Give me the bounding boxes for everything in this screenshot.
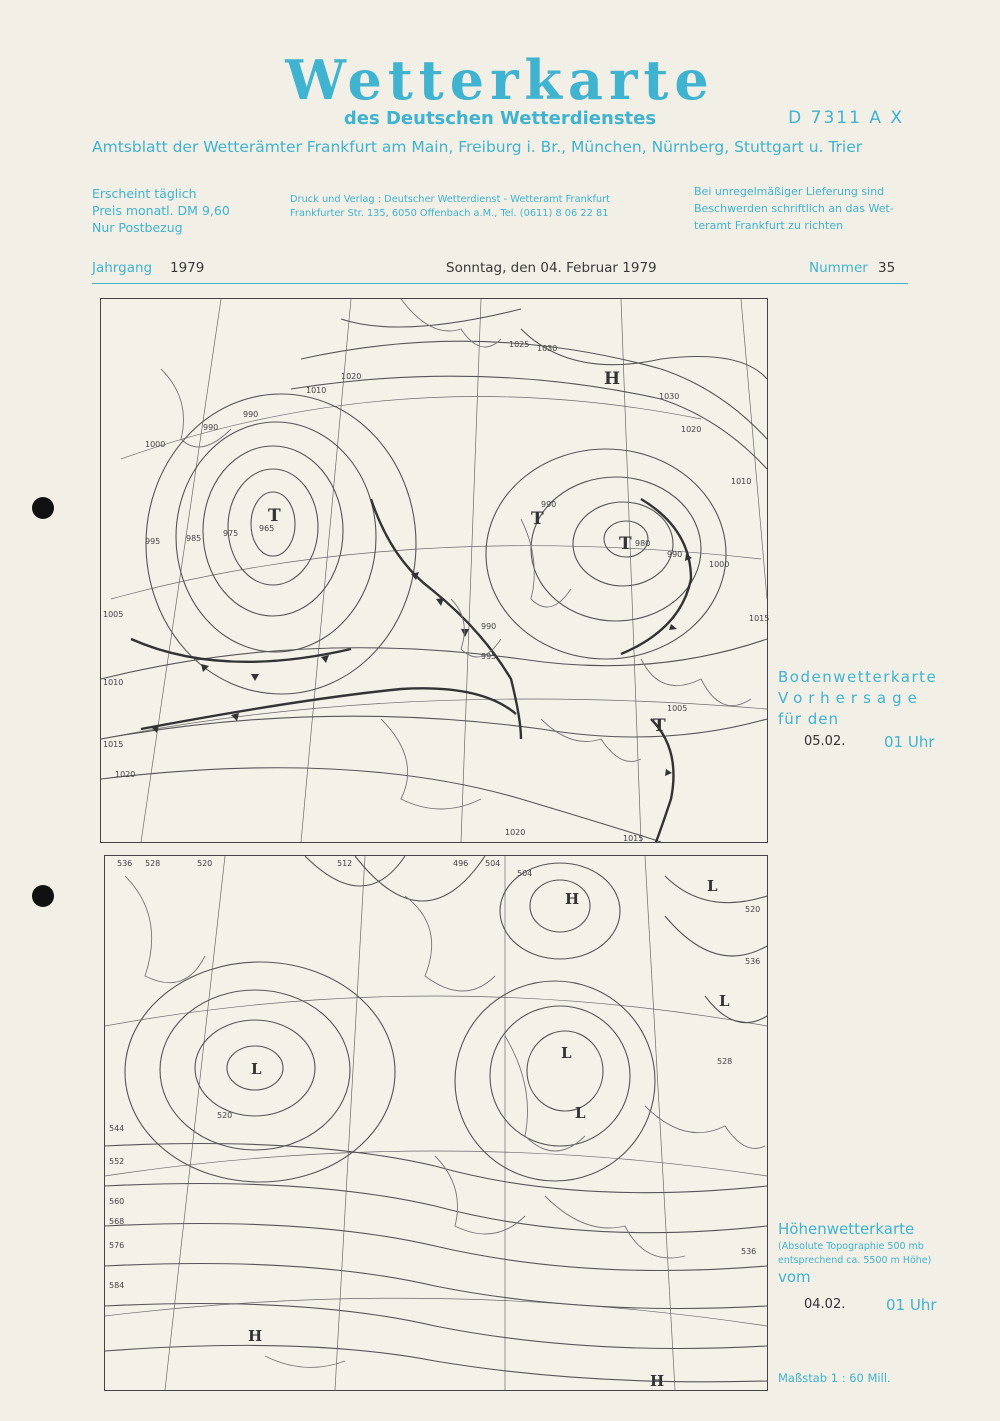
note-line: (Absolute Topographie 500 mb	[778, 1241, 924, 1252]
isobar-label: 1020	[505, 828, 526, 837]
isobar-label: 990	[541, 500, 557, 509]
isobar-label: 990	[481, 622, 497, 631]
isobar-label-group	[103, 340, 769, 843]
isobar-label: 965	[259, 524, 275, 533]
upper-air-map	[104, 855, 768, 1391]
height-label: 560	[109, 1197, 125, 1206]
upper-map-caption-vom: vom	[778, 1268, 811, 1286]
isobar-label: 975	[223, 529, 239, 538]
isobar-label: 1030	[659, 392, 680, 401]
pressure-center-label: H	[650, 1372, 665, 1390]
upper-map-drawing	[105, 856, 767, 1390]
isobar-label: 990	[667, 550, 683, 559]
isobar-label: 1005	[103, 610, 124, 619]
nummer-label: Nummer	[809, 260, 868, 276]
height-label: 528	[717, 1057, 733, 1066]
height-label: 544	[109, 1124, 125, 1133]
surface-map-caption-forecast: Vorhersage	[778, 689, 923, 707]
graticule	[105, 856, 767, 1390]
pressure-center-label: T	[653, 716, 666, 736]
height-label: 504	[517, 869, 533, 878]
pressure-center-label: T	[531, 509, 544, 529]
fronts	[131, 499, 691, 842]
height-label-group	[109, 859, 760, 1290]
isobar-label: 1010	[306, 386, 327, 395]
height-label: 520	[217, 1111, 233, 1120]
info-line: teramt Frankfurt zu richten	[694, 219, 844, 232]
height-label: 512	[337, 859, 353, 868]
header-rule	[92, 283, 908, 284]
isobars	[101, 309, 770, 842]
upper-map-date: 04.02.	[804, 1297, 846, 1312]
masthead-title: Wetterkarte	[285, 48, 715, 112]
info-line: Preis monatl. DM 9,60	[92, 203, 230, 218]
isobar-label: 990	[203, 423, 219, 432]
surface-map-time: 01 Uhr	[884, 733, 935, 751]
publisher-info	[290, 193, 610, 221]
height-label: 520	[745, 905, 761, 914]
height-label: 536	[745, 957, 761, 966]
jahrgang-value: 1979	[170, 260, 205, 276]
isobar-label: 990	[243, 410, 259, 419]
isobar-label: 1020	[681, 425, 702, 434]
surface-map-caption-title: Bodenwetterkarte	[778, 668, 938, 686]
isobar-label: 1030	[537, 344, 558, 353]
surface-map-drawing	[101, 299, 770, 843]
pressure-center-label: H	[565, 890, 580, 908]
upper-map-caption-note	[778, 1240, 948, 1268]
height-contours	[105, 856, 767, 1382]
height-label: 536	[117, 859, 133, 868]
masthead-subtitle: des Deutschen Wetterdienstes	[343, 108, 657, 129]
isobar-label: 995	[481, 652, 497, 661]
surface-weather-map	[100, 298, 768, 843]
isobar-label: 1010	[731, 477, 752, 486]
isobar-label: 1015	[103, 740, 124, 749]
height-label: 504	[485, 859, 501, 868]
pressure-center-label: T	[619, 534, 632, 554]
punch-hole-bottom	[32, 885, 54, 907]
issue-date: Sonntag, den 04. Februar 1979	[446, 260, 657, 276]
height-label: 568	[109, 1217, 125, 1226]
isobar-label: 1015	[623, 834, 644, 843]
isobar-label: 1000	[709, 560, 730, 569]
isobar-label: 995	[145, 537, 161, 546]
height-label: 576	[109, 1241, 125, 1250]
pressure-center-label: L	[561, 1044, 572, 1062]
height-label: 520	[197, 859, 213, 868]
isobar-label: 1020	[115, 770, 136, 779]
pressure-center-label: L	[575, 1104, 586, 1122]
map-scale: Maßstab 1 : 60 Mill.	[778, 1371, 891, 1385]
punch-hole-top	[32, 497, 54, 519]
pressure-center-glyphs	[248, 877, 733, 1390]
isobar-label: 1020	[341, 372, 362, 381]
isobar-label: 980	[635, 539, 651, 548]
amtsblatt-line: Amtsblatt der Wetterämter Frankfurt am Main, Freiburg i. Br., München, Nürnberg, Stuttgart u. Trier	[92, 138, 863, 156]
height-label: 528	[145, 859, 161, 868]
coastlines	[125, 876, 765, 1367]
upper-map-time: 01 Uhr	[886, 1296, 937, 1314]
surface-map-caption-for: für den	[778, 710, 839, 728]
isobar-label: 1015	[749, 614, 770, 623]
height-label: 584	[109, 1281, 125, 1290]
info-line: Frankfurter Str. 135, 6050 Offenbach a.M., Tel. (0611) 8 06 22 81	[290, 208, 609, 219]
subscription-info	[92, 185, 230, 236]
pressure-center-label: H	[604, 369, 621, 389]
info-line: Erscheint täglich	[92, 186, 197, 201]
height-label: 552	[109, 1157, 125, 1166]
isobar-label: 1005	[667, 704, 688, 713]
info-line: Druck und Verlag : Deutscher Wetterdienst - Wetteramt Frankfurt	[290, 194, 611, 205]
nummer-value: 35	[878, 260, 896, 276]
pressure-center-label: H	[248, 1327, 263, 1345]
height-label: 496	[453, 859, 469, 868]
isobar-label: 1010	[103, 678, 124, 687]
pressure-center-label: T	[268, 506, 281, 526]
complaint-info	[694, 183, 914, 234]
pressure-center-label: L	[719, 992, 730, 1010]
info-line: Beschwerden schriftlich an das Wet-	[694, 202, 894, 215]
jahrgang-label: Jahrgang	[92, 260, 153, 276]
height-label: 536	[741, 1247, 757, 1256]
isobar-label: 985	[186, 534, 202, 543]
upper-map-caption-title: Höhenwetterkarte	[778, 1220, 915, 1238]
graticule	[101, 299, 770, 842]
isobar-label: 1000	[145, 440, 166, 449]
front-symbols	[151, 554, 692, 776]
publication-code: D 7311 A X	[788, 108, 904, 128]
isobar-label: 1025	[509, 340, 530, 349]
pressure-center-label: L	[251, 1060, 262, 1078]
pressure-center-label: L	[707, 877, 718, 895]
note-line: entsprechend ca. 5500 m Höhe)	[778, 1255, 932, 1266]
surface-map-date: 05.02.	[804, 734, 846, 749]
info-line: Nur Postbezug	[92, 220, 183, 235]
info-line: Bei unregelmäßiger Lieferung sind	[694, 185, 885, 198]
